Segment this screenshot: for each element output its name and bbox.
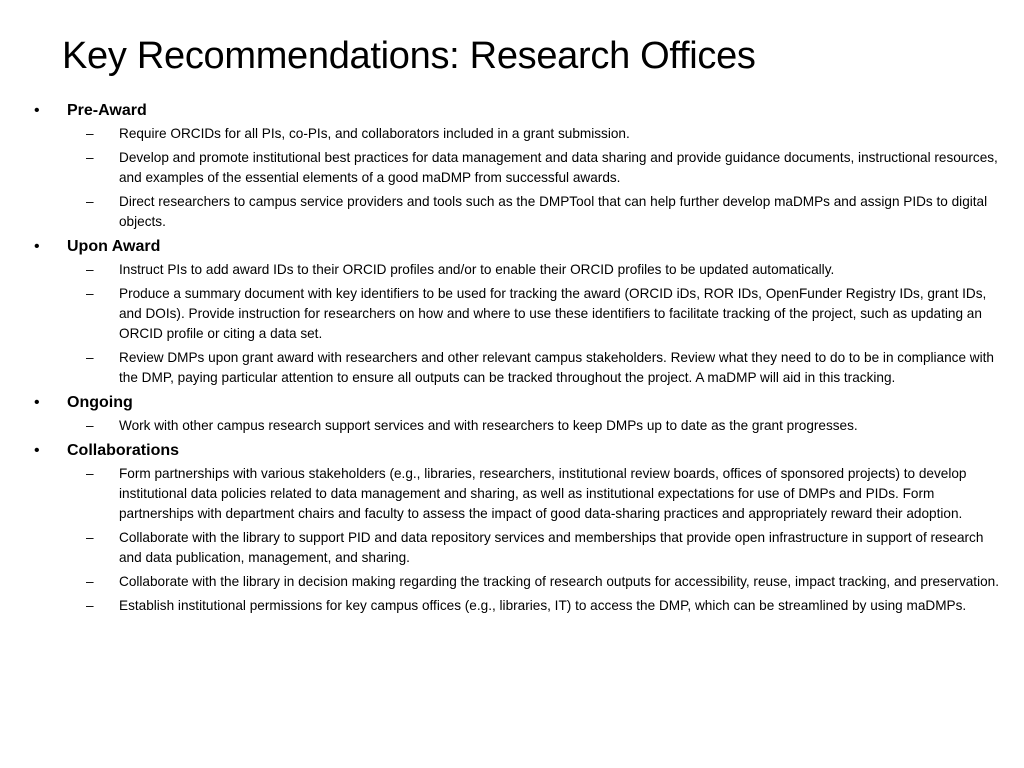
bullet-icon: •: [34, 394, 40, 411]
list-item: [34, 348, 1002, 388]
section-pre-award: [34, 100, 1002, 232]
list-item-text: Develop and promote institutional best practices for data management and data sharing and provide guidance documents, instructional resources, and examples of the essential elements of a good maDMP from successful awards.: [119, 150, 998, 185]
list-item: [34, 192, 1002, 232]
list-item: [34, 260, 1002, 280]
bullet-icon: •: [34, 442, 40, 459]
list-item: [34, 284, 1002, 344]
section-items: [34, 416, 1002, 436]
list-item-text: Require ORCIDs for all PIs, co-PIs, and collaborators included in a grant submission.: [119, 126, 630, 141]
list-item: [34, 572, 1002, 592]
bullet-icon: •: [34, 238, 40, 255]
section-items: [34, 124, 1002, 232]
dash-bullet-icon: –: [86, 126, 94, 141]
list-item-text: Form partnerships with various stakeholders (e.g., libraries, researchers, institutional review boards, offices of sponsored projects) to develop institutional data policies related to data management and sharing, as well as institutional expectations for use of DMPs and PIDs. Form partnerships with department chairs and faculty to assess the impact of good data-sharing practices and appropriately reward their adoption.: [119, 466, 967, 521]
list-item: [34, 124, 1002, 144]
list-item: [34, 416, 1002, 436]
dash-bullet-icon: –: [86, 194, 94, 209]
list-item: [34, 596, 1002, 616]
section-heading: [34, 100, 1002, 122]
list-item-text: Produce a summary document with key identifiers to be used for tracking the award (ORCID iDs, ROR IDs, OpenFunder Registry IDs, grant IDs, and DOIs). Provide instruction for researchers on how and where to use these identifiers to facilitate tracking of the project, such as updating an ORCID profile or citing a data set.: [119, 286, 987, 341]
dash-bullet-icon: –: [86, 466, 94, 481]
dash-bullet-icon: –: [86, 574, 94, 589]
dash-bullet-icon: –: [86, 262, 94, 277]
dash-bullet-icon: –: [86, 350, 94, 365]
dash-bullet-icon: –: [86, 150, 94, 165]
list-item-text: Establish institutional permissions for key campus offices (e.g., libraries, IT) to access the DMP, which can be streamlined by using maDMPs.: [119, 598, 967, 613]
section-items: [34, 464, 1002, 616]
section-heading: [34, 236, 1002, 258]
dash-bullet-icon: –: [86, 418, 94, 433]
slide-content: [34, 100, 1002, 620]
section-upon-award: [34, 236, 1002, 388]
dash-bullet-icon: –: [86, 286, 94, 301]
list-item-text: Collaborate with the library in decision making regarding the tracking of research outputs for accessibility, reuse, impact tracking, and preservation.: [119, 574, 999, 589]
dash-bullet-icon: –: [86, 598, 94, 613]
list-item-text: Work with other campus research support services and with researchers to keep DMPs up to date as the grant progresses.: [119, 418, 858, 433]
list-item: [34, 528, 1002, 568]
bullet-icon: •: [34, 102, 40, 119]
section-heading-text: Ongoing: [67, 394, 133, 411]
list-item: [34, 464, 1002, 524]
list-item-text: Instruct PIs to add award IDs to their ORCID profiles and/or to enable their ORCID profiles to be updated automatically.: [119, 262, 835, 277]
section-heading: [34, 392, 1002, 414]
section-items: [34, 260, 1002, 388]
section-heading-text: Collaborations: [67, 442, 180, 459]
slide-title: Key Recommendations: Research Offices: [62, 35, 756, 77]
list-item: [34, 148, 1002, 188]
section-collaborations: [34, 440, 1002, 616]
list-item-text: Direct researchers to campus service providers and tools such as the DMPTool that can help further develop maDMPs and assign PIDs to digital objects.: [119, 194, 988, 229]
section-ongoing: [34, 392, 1002, 436]
section-heading-text: Upon Award: [67, 238, 161, 255]
list-item-text: Review DMPs upon grant award with researchers and other relevant campus stakeholders. Review what they need to do to be in compliance with the DMP, paying particular attention to ensure all outputs can be tracked throughout the project. A maDMP will aid in this tracking.: [119, 350, 994, 385]
list-item-text: Collaborate with the library to support PID and data repository services and memberships that provide open infrastructure in support of research and data publication, management, and sharing.: [119, 530, 984, 565]
section-heading-text: Pre-Award: [67, 102, 147, 119]
section-heading: [34, 440, 1002, 462]
dash-bullet-icon: –: [86, 530, 94, 545]
